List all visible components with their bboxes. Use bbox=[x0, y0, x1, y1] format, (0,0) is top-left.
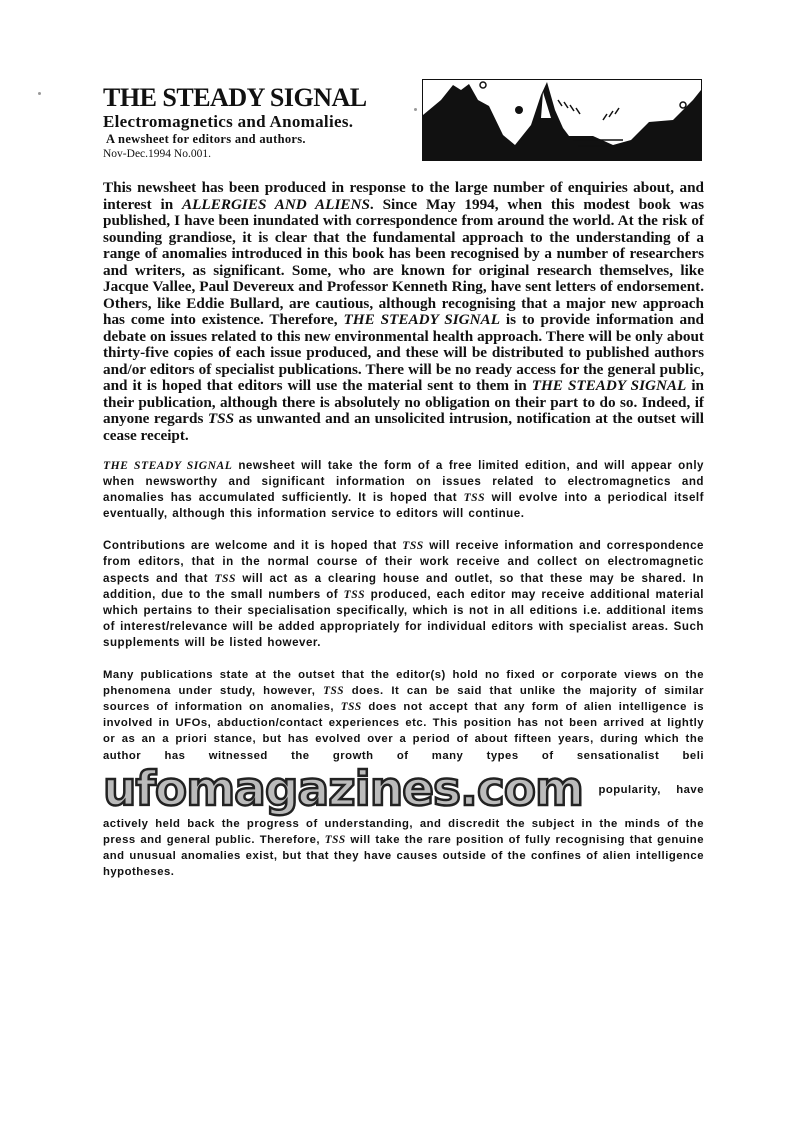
tss-abbrev: TSS bbox=[463, 491, 486, 505]
text: will take the rare position of fully recognising that genuine and unusual anomalies exist, but that they have causes outside of the confines of alien intelligence hypotheses. bbox=[103, 833, 704, 878]
contributions-paragraph bbox=[103, 538, 704, 651]
text: will evolve into a periodical itself eventually, although this information service to editors will continue. bbox=[103, 491, 705, 521]
tss-abbrev: TSS bbox=[402, 539, 424, 553]
position-paragraph bbox=[103, 667, 704, 880]
book-title: ALLERGIES AND ALIENS bbox=[182, 195, 370, 213]
newsletter-tagline: A newsheet for editors and authors. bbox=[106, 132, 306, 146]
tss-abbrev: TSS bbox=[323, 685, 345, 698]
tss-abbrev: TSS bbox=[343, 587, 366, 601]
newsletter-name: THE STEADY SIGNAL bbox=[531, 377, 687, 394]
newsletter-subtitle: Electromagnetics and Anomalies. bbox=[103, 112, 354, 131]
tss-abbrev: TSS bbox=[340, 701, 362, 714]
text: in their publication, although there is absolutely no obligation on their part to do so. Indeed, if anyone regards bbox=[103, 377, 705, 427]
newsletter-name: THE STEADY SIGNAL bbox=[103, 459, 233, 472]
text: This newsheet has been produced in response to the large number of enquiries about, and interest in bbox=[103, 179, 704, 213]
text: will act as a clearing house and outlet, so that these may be shared. In addition, due to the small numbers of bbox=[103, 571, 704, 601]
masthead-illustration bbox=[422, 79, 702, 161]
scan-speck bbox=[414, 108, 417, 111]
text: Many publications state at the outset that the editor(s) hold no fixed or corporate views on the phenomena under study, however, bbox=[103, 669, 704, 698]
format-paragraph bbox=[103, 458, 704, 522]
text: produced, each editor may receive additional material which pertains to their specialisation specifically, which is not in all editions i.e. additional items of interest/relevance will be added appropriately for individual editors with specialist areas. Such supplements will be listed however. bbox=[103, 587, 704, 649]
issue-info: Nov-Dec.1994 No.001. bbox=[103, 148, 211, 160]
text: popularity, have actively held back the progress of understanding, and discredit the subject in the minds of the press and general public. Therefore, bbox=[103, 783, 705, 846]
tss-abbrev: TSS bbox=[324, 833, 346, 846]
scan-speck bbox=[38, 92, 41, 95]
tss-abbrev: TSS bbox=[207, 410, 235, 427]
watermark: ufomagazines.com bbox=[103, 761, 584, 817]
text: is to provide information and debate on issues related to this new environmental health approach. There will be only about thirty-five copies of each issue produced, and these will be distributed to published authors and/or editors of specialist publications. There will be no ready access for the general public, and it is hoped that editors will use the material sent to them in bbox=[103, 311, 704, 394]
text: will receive information and correspondence from editors, that in the normal course of their work receive and collect on electromagnetic aspects and that bbox=[103, 539, 704, 585]
article-body bbox=[103, 180, 704, 896]
text: Contributions are welcome and it is hoped that bbox=[103, 539, 403, 553]
text: does not accept that any form of alien intelligence is involved in UFOs, abduction/contact experiences etc. This position has not been arrived at lightly or as an a priori stance, but has evolved over a period of about fifteen years, during which the author has witnessed the growth of many types of sensationalist beli bbox=[103, 701, 704, 762]
intro-paragraph bbox=[103, 180, 704, 444]
text: does. It can be said that unlike the majority of similar sources of information on anomalies, bbox=[103, 685, 705, 714]
newsletter-name: THE STEADY SIGNAL bbox=[343, 311, 500, 328]
masthead bbox=[103, 84, 367, 162]
text: newsheet will take the form of a free limited edition, and will appear only when newsworthy and significant information on issues related to electromagnetics and anomalies has accumulated sufficiently. It is hoped that bbox=[103, 459, 704, 505]
tss-abbrev: TSS bbox=[214, 571, 236, 585]
newsletter-title: THE STEADY SIGNAL bbox=[103, 83, 367, 112]
text: . Since May 1994, when this modest book was published, I have been inundated with correspondence from around the world. At the risk of sounding grandiose, it is clear that the fundamental approach to the understanding of a range of anomalies introduced in this book has been recognised by a number of researchers and writers, as significant. Some, who are known for original research themselves, like Jacque Vallee, Paul Devereux and Professor Kenneth Ring, have sent letters of endorsement. Others, like Eddie Bullard, are cautious, although recognising that a major new approach has come into existence. Therefore, bbox=[103, 195, 704, 328]
text: as unwanted and an unsolicited intrusion, notification at the outset will cease receipt. bbox=[103, 410, 704, 444]
